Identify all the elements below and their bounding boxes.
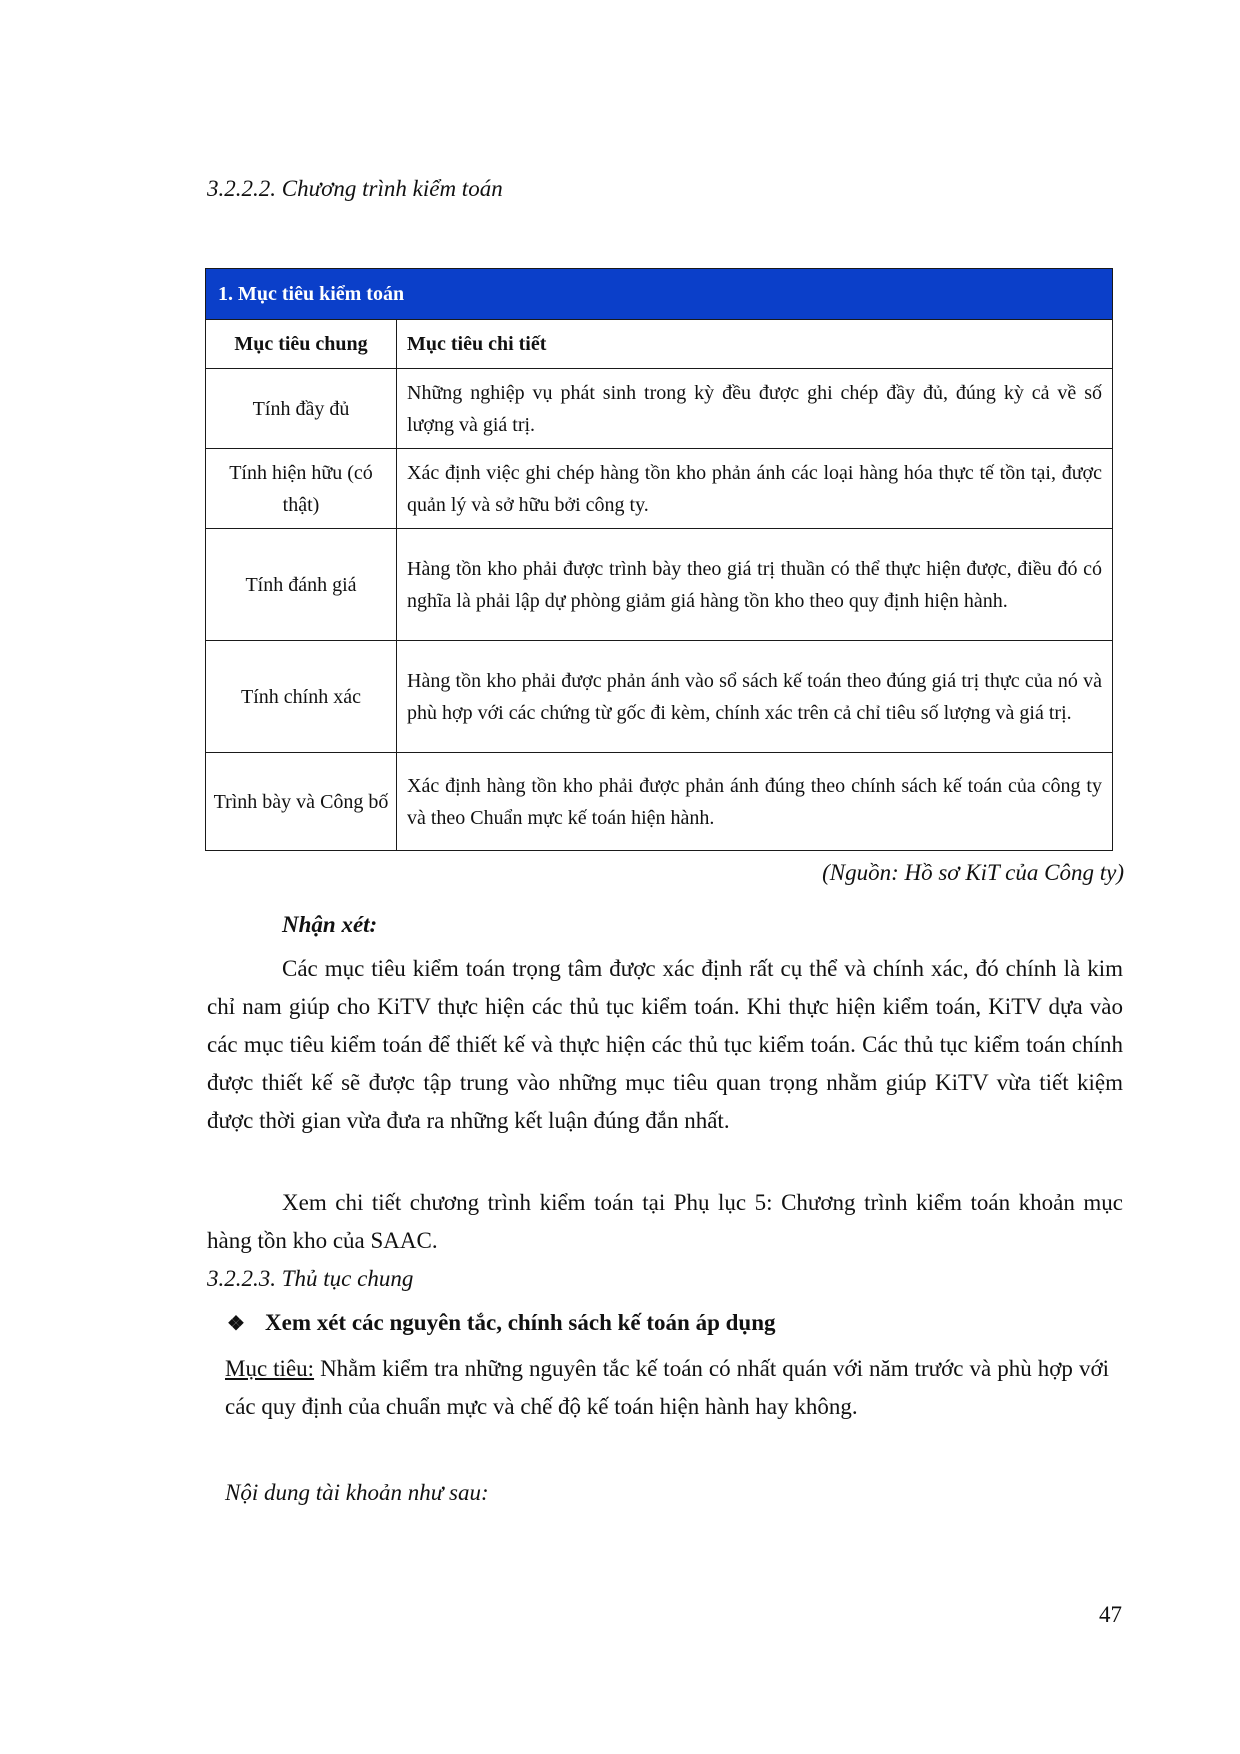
audit-objectives-table [205,268,1113,851]
table-row [206,529,1113,641]
objective-paragraph [225,1350,1109,1426]
remark-title: Nhận xét: [282,912,378,937]
column-header-general: Mục tiêu chung [206,320,397,369]
objective-label: Mục tiêu: [225,1356,315,1381]
bullet-heading [227,1310,776,1336]
diamond-bullet-icon: ❖ [227,1312,245,1335]
remark-paragraph: Các mục tiêu kiểm toán trọng tâm được xác định rất cụ thể và chính xác, đó chính là kim chỉ nam giúp cho KiTV thực hiện các thủ tục kiểm toán. Khi thực hiện kiểm toán, KiTV dựa vào các mục tiêu kiểm toán để thiết kế và thực hiện các thủ tục kiểm toán. Các thủ tục kiểm toán chính được thiết kế sẽ được tập trung vào những mục tiêu quan trọng nhằm giúp KiTV vừa tiết kiệm được thời gian vừa đưa ra những kết luận đúng đắn nhất. [207,956,1123,1133]
detail-objective-cell: Xác định hàng tồn kho phải được phản ánh đúng theo chính sách kế toán của công ty và theo Chuẩn mực kế toán hiện hành. [397,753,1113,851]
table-banner: 1. Mục tiêu kiểm toán [206,269,1113,320]
general-objective-cell: Tính đầy đủ [206,369,397,449]
table-row [206,369,1113,449]
detail-objective-cell: Hàng tồn kho phải được trình bày theo giá trị thuần có thể thực hiện được, điều đó có nghĩa là phải lập dự phòng giảm giá hàng tồn kho theo quy định hiện hành. [397,529,1113,641]
source-note: (Nguồn: Hồ sơ KiT của Công ty) [822,860,1124,885]
detail-objective-cell: Hàng tồn kho phải được phản ánh vào sổ sách kế toán theo đúng giá trị thực của nó và phù hợp với các chứng từ gốc đi kèm, chính xác trên cả chỉ tiêu số lượng và giá trị. [397,641,1113,753]
sub-heading: 3.2.2.3. Thủ tục chung [207,1266,414,1291]
general-objective-cell: Tính đánh giá [206,529,397,641]
bullet-heading-text: Xem xét các nguyên tắc, chính sách kế toán áp dụng [265,1310,776,1335]
section-heading: 3.2.2.2. Chương trình kiểm toán [207,176,503,201]
column-header-detail: Mục tiêu chi tiết [397,320,1113,369]
table-row [206,753,1113,851]
appendix-reference-paragraph: Xem chi tiết chương trình kiểm toán tại Phụ lục 5: Chương trình kiểm toán khoản mục hàng tồn kho của SAAC. [207,1190,1123,1253]
general-objective-cell: Trình bày và Công bố [206,753,397,851]
detail-objective-cell: Xác định việc ghi chép hàng tồn kho phản ánh các loại hàng hóa thực tế tồn tại, được quản lý và sở hữu bởi công ty. [397,449,1113,529]
general-objective-cell: Tính hiện hữu (có thật) [206,449,397,529]
table-row [206,641,1113,753]
detail-objective-cell: Những nghiệp vụ phát sinh trong kỳ đều được ghi chép đầy đủ, đúng kỳ cả về số lượng và giá trị. [397,369,1113,449]
content-label: Nội dung tài khoản như sau: [225,1480,489,1505]
page-number: 47 [1099,1602,1122,1627]
table-row [206,449,1113,529]
general-objective-cell: Tính chính xác [206,641,397,753]
objective-text: Nhằm kiểm tra những nguyên tắc kế toán có nhất quán với năm trước và phù hợp với các quy định của chuẩn mực và chế độ kế toán hiện hành hay không. [225,1356,1109,1419]
